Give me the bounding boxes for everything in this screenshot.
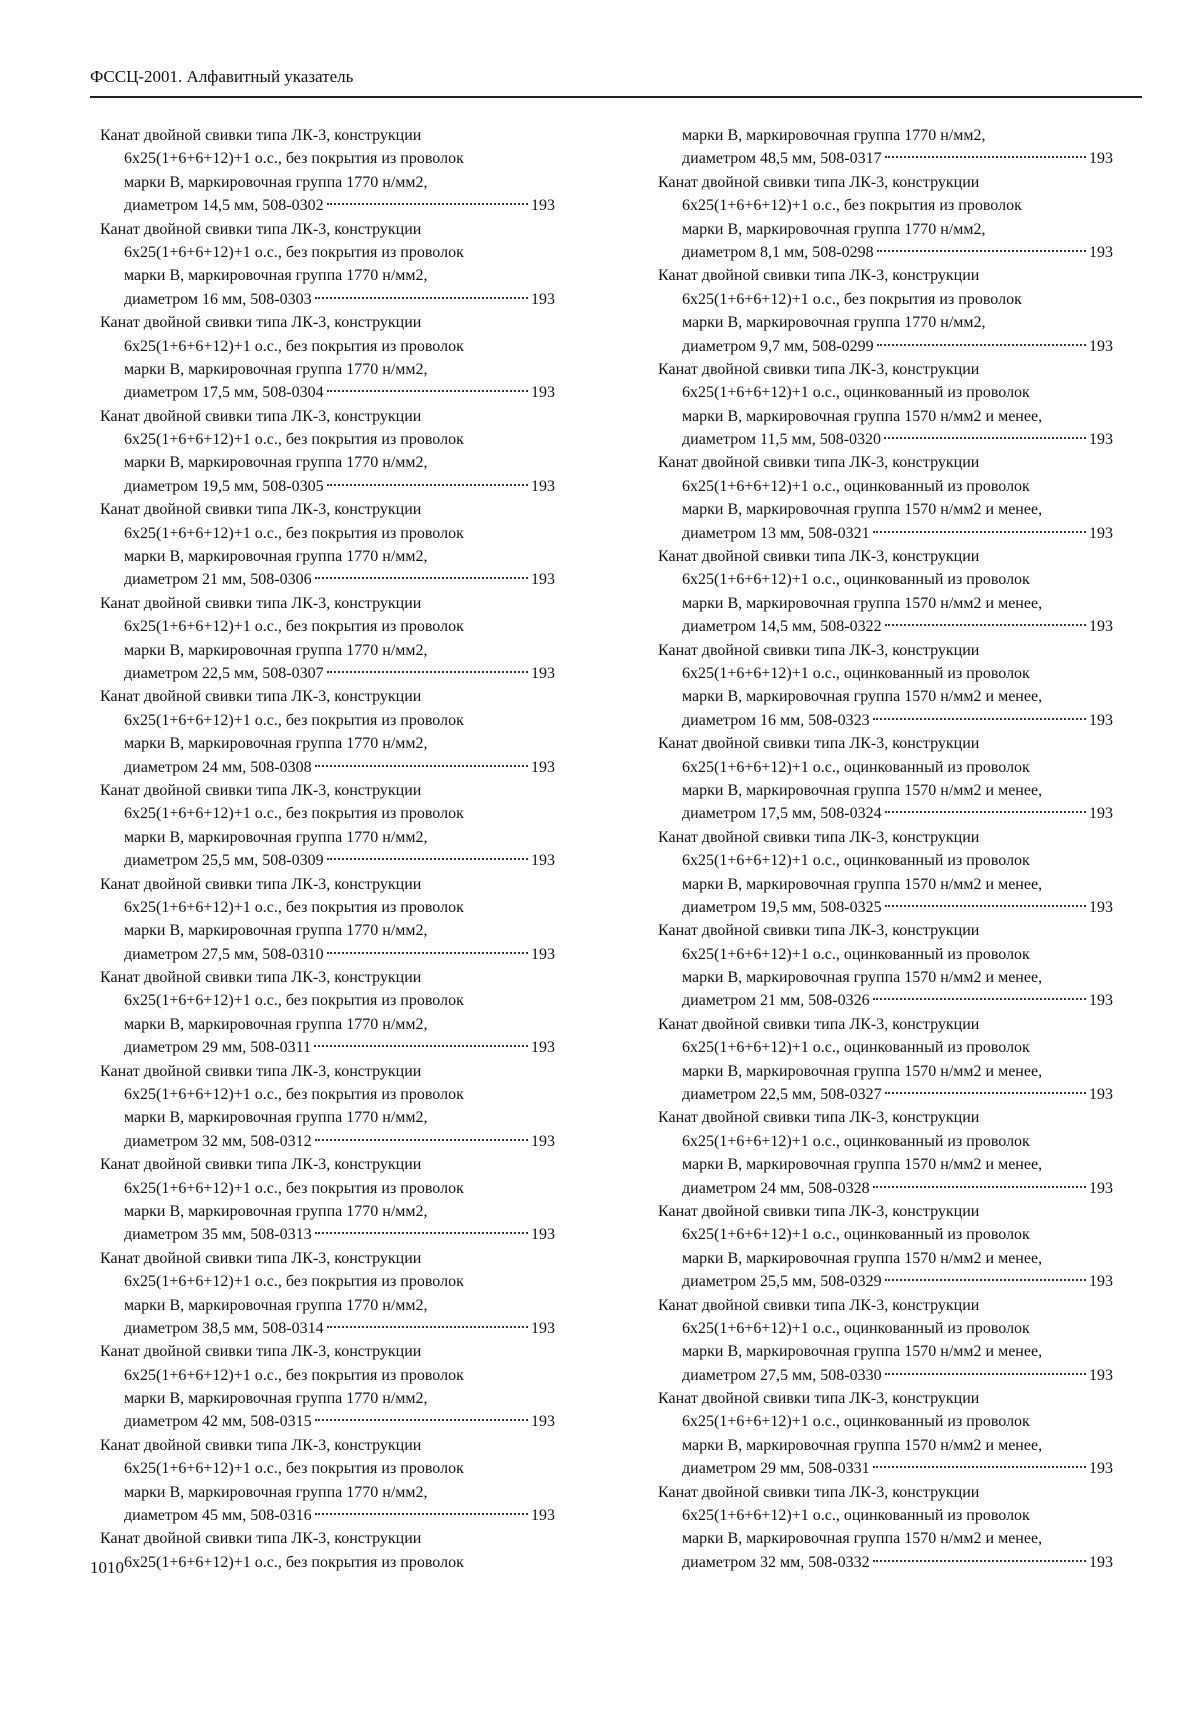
entry-page-ref: 193 <box>1089 431 1113 449</box>
entry-page-ref: 193 <box>531 1413 555 1431</box>
entry-last-line <box>100 849 555 872</box>
entry-last-line <box>658 428 1113 451</box>
entry-diameter-code: диаметром 38,5 мм, 508-0314 <box>124 1319 324 1337</box>
entry-line: Канат двойной свивки типа ЛК-3, конструкции <box>658 173 980 191</box>
entry-line: Канат двойной свивки типа ЛК-3, конструкции <box>658 641 980 659</box>
entry-line: марки В, маркировочная группа 1770 н/мм2, <box>682 220 986 238</box>
entry-line: Канат двойной свивки типа ЛК-3, конструкции <box>658 1109 980 1127</box>
entry-line: Канат двойной свивки типа ЛК-3, конструкции <box>100 220 422 238</box>
entry-diameter-code: диаметром 19,5 мм, 508-0305 <box>124 477 324 495</box>
entry-diameter-code: диаметром 14,5 мм, 508-0322 <box>682 618 882 636</box>
entry-line: марки В, маркировочная группа 1770 н/мм2, <box>124 1202 428 1220</box>
entry-line: марки В, маркировочная группа 1770 н/мм2, <box>682 314 986 332</box>
entry-last-line <box>658 1551 1113 1574</box>
entry-page-ref: 193 <box>1089 618 1113 636</box>
entry-line: Канат двойной свивки типа ЛК-3, конструкции <box>100 1343 422 1361</box>
entry-diameter-code: диаметром 14,5 мм, 508-0302 <box>124 197 324 215</box>
index-entry <box>658 1387 1113 1481</box>
entry-page-ref: 193 <box>531 1507 555 1525</box>
entry-page-ref: 193 <box>531 1039 555 1057</box>
dot-leader <box>315 1232 528 1234</box>
entry-line: марки В, маркировочная группа 1770 н/мм2, <box>124 1109 428 1127</box>
entry-diameter-code: диаметром 27,5 мм, 508-0310 <box>124 945 324 963</box>
entry-last-line <box>100 194 555 217</box>
dot-leader <box>873 1186 1086 1188</box>
entry-page-ref: 193 <box>1089 1179 1113 1197</box>
dot-leader <box>877 344 1086 346</box>
entry-page-ref: 193 <box>531 477 555 495</box>
index-entry <box>100 218 555 312</box>
entry-line: Канат двойной свивки типа ЛК-3, конструкции <box>658 828 980 846</box>
entry-diameter-code: диаметром 17,5 мм, 508-0304 <box>124 384 324 402</box>
entry-diameter-code: диаметром 29 мм, 508-0311 <box>124 1039 312 1057</box>
entry-diameter-code: диаметром 16 мм, 508-0303 <box>124 290 312 308</box>
entry-last-line <box>658 989 1113 1012</box>
entry-line: 6х25(1+6+6+12)+1 о.с., оцинкованный из проволок <box>682 664 1030 682</box>
entry-page-ref: 193 <box>531 945 555 963</box>
entry-line: Канат двойной свивки типа ЛК-3, конструкции <box>100 969 422 987</box>
dot-leader <box>873 718 1086 720</box>
entry-line: 6х25(1+6+6+12)+1 о.с., без покрытия из проволок <box>124 618 464 636</box>
entry-line: 6х25(1+6+6+12)+1 о.с., оцинкованный из проволок <box>682 1226 1030 1244</box>
entry-line: 6х25(1+6+6+12)+1 о.с., оцинкованный из проволок <box>682 1413 1030 1431</box>
entry-line: 6х25(1+6+6+12)+1 о.с., без покрытия из проволок <box>124 1086 464 1104</box>
entry-line: марки В, маркировочная группа 1570 н/мм2 и менее, <box>682 501 1043 519</box>
dot-leader <box>885 1373 1086 1375</box>
index-entry <box>100 685 555 779</box>
index-entry <box>658 1294 1113 1388</box>
entry-diameter-code: диаметром 21 мм, 508-0306 <box>124 571 312 589</box>
index-entry <box>658 1200 1113 1294</box>
entry-last-line <box>658 335 1113 358</box>
entry-line: марки В, маркировочная группа 1570 н/мм2 и менее, <box>682 969 1043 987</box>
entry-line: Канат двойной свивки типа ЛК-3, конструкции <box>100 1156 422 1174</box>
index-entry <box>658 264 1113 358</box>
entry-diameter-code: диаметром 42 мм, 508-0315 <box>124 1413 312 1431</box>
entry-line: марки В, маркировочная группа 1570 н/мм2 и менее, <box>682 1530 1043 1548</box>
entry-diameter-code: диаметром 48,5 мм, 508-0317 <box>682 150 882 168</box>
entry-last-line <box>100 943 555 966</box>
entry-page-ref: 193 <box>531 1319 555 1337</box>
entry-line: марки В, маркировочная группа 1570 н/мм2 и менее, <box>682 594 1043 612</box>
entry-last-line <box>100 1036 555 1059</box>
entry-line: Канат двойной свивки типа ЛК-3, конструкции <box>658 454 980 472</box>
entry-diameter-code: диаметром 35 мм, 508-0313 <box>124 1226 312 1244</box>
entry-line: 6х25(1+6+6+12)+1 о.с., оцинкованный из проволок <box>682 1507 1030 1525</box>
entry-line: марки В, маркировочная группа 1770 н/мм2, <box>124 454 428 472</box>
entry-line: 6х25(1+6+6+12)+1 о.с., без покрытия из проволок <box>682 197 1022 215</box>
entry-diameter-code: диаметром 25,5 мм, 508-0309 <box>124 852 324 870</box>
entry-line: Канат двойной свивки типа ЛК-3, конструкции <box>658 1390 980 1408</box>
dot-leader <box>327 484 528 486</box>
index-entry <box>658 732 1113 826</box>
entry-line: Канат двойной свивки типа ЛК-3, конструкции <box>100 781 422 799</box>
entry-diameter-code: диаметром 9,7 мм, 508-0299 <box>682 337 874 355</box>
entry-last-line <box>100 1317 555 1340</box>
dot-leader <box>315 577 528 579</box>
entry-diameter-code: диаметром 32 мм, 508-0332 <box>682 1553 870 1571</box>
entry-line: Канат двойной свивки типа ЛК-3, конструкции <box>100 1530 422 1548</box>
index-entry <box>658 451 1113 545</box>
entry-page-ref: 193 <box>531 852 555 870</box>
entry-page-ref: 193 <box>1089 337 1113 355</box>
dot-leader <box>327 390 528 392</box>
entry-line: Канат двойной свивки типа ЛК-3, конструкции <box>658 922 980 940</box>
index-entry <box>100 1247 555 1341</box>
entry-line: 6х25(1+6+6+12)+1 о.с., без покрытия из проволок <box>124 1179 464 1197</box>
dot-leader <box>885 905 1086 907</box>
left-column <box>100 124 555 1574</box>
entry-page-ref: 193 <box>531 290 555 308</box>
index-entry <box>658 171 1113 265</box>
dot-leader <box>885 1279 1086 1281</box>
entry-last-line <box>100 1130 555 1153</box>
entry-line: Канат двойной свивки типа ЛК-3, конструкции <box>658 360 980 378</box>
entry-line: Канат двойной свивки типа ЛК-3, конструкции <box>658 735 980 753</box>
entry-diameter-code: диаметром 13 мм, 508-0321 <box>682 524 870 542</box>
entry-last-line <box>658 615 1113 638</box>
entry-last-line <box>100 568 555 591</box>
entry-line: 6х25(1+6+6+12)+1 о.с., оцинкованный из проволок <box>682 1132 1030 1150</box>
entry-last-line <box>658 709 1113 732</box>
index-entry <box>658 919 1113 1013</box>
index-entry <box>100 779 555 873</box>
entry-line: марки В, маркировочная группа 1770 н/мм2, <box>124 267 428 285</box>
entry-line: Канат двойной свивки типа ЛК-3, конструкции <box>100 501 422 519</box>
entry-line: 6х25(1+6+6+12)+1 о.с., оцинкованный из проволок <box>682 384 1030 402</box>
dot-leader <box>885 811 1086 813</box>
index-entry <box>658 826 1113 920</box>
entry-page-ref: 193 <box>531 1226 555 1244</box>
index-entry <box>100 592 555 686</box>
dot-leader <box>315 1513 528 1515</box>
entry-line: марки В, маркировочная группа 1770 н/мм2, <box>124 1483 428 1501</box>
entry-page-ref: 193 <box>531 758 555 776</box>
entry-line: марки В, маркировочная группа 1770 н/мм2, <box>124 828 428 846</box>
index-entry <box>658 1481 1113 1575</box>
index-entry <box>100 498 555 592</box>
dot-leader <box>327 858 528 860</box>
dot-leader <box>315 765 528 767</box>
entry-line: 6х25(1+6+6+12)+1 о.с., без покрытия из проволок <box>682 290 1022 308</box>
entry-diameter-code: диаметром 22,5 мм, 508-0327 <box>682 1086 882 1104</box>
entry-line: 6х25(1+6+6+12)+1 о.с., оцинкованный из проволок <box>682 758 1030 776</box>
index-entry <box>100 1340 555 1434</box>
entry-page-ref: 193 <box>1089 524 1113 542</box>
index-entry <box>100 1153 555 1247</box>
index-entry <box>100 124 555 218</box>
entry-line: марки В, маркировочная группа 1770 н/мм2, <box>682 127 986 144</box>
entry-line: Канат двойной свивки типа ЛК-3, конструкции <box>658 1296 980 1314</box>
entry-line: Канат двойной свивки типа ЛК-3, конструкции <box>658 1483 980 1501</box>
entry-line: 6х25(1+6+6+12)+1 о.с., без покрытия из проволок <box>124 992 464 1010</box>
entry-last-line <box>658 1364 1113 1387</box>
dot-leader <box>885 624 1086 626</box>
entry-line: Канат двойной свивки типа ЛК-3, конструкции <box>100 594 422 612</box>
dot-leader <box>327 1326 528 1328</box>
dot-leader <box>884 437 1086 439</box>
entry-last-line <box>658 1083 1113 1106</box>
entry-page-ref: 193 <box>531 384 555 402</box>
entry-line: 6х25(1+6+6+12)+1 о.с., оцинкованный из проволок <box>682 571 1030 589</box>
index-entry <box>658 639 1113 733</box>
entry-line: 6х25(1+6+6+12)+1 о.с., без покрытия из проволок <box>124 524 464 542</box>
right-column <box>658 124 1113 1574</box>
entry-page-ref: 193 <box>531 1132 555 1150</box>
entry-last-line <box>658 147 1113 170</box>
entry-line: 6х25(1+6+6+12)+1 о.с., без покрытия из проволок <box>124 711 464 729</box>
index-entry <box>100 873 555 967</box>
entry-line: марки В, маркировочная группа 1770 н/мм2, <box>124 1296 428 1314</box>
entry-last-line <box>658 1270 1113 1293</box>
entry-line: 6х25(1+6+6+12)+1 о.с., оцинкованный из проволок <box>682 852 1030 870</box>
entry-line: марки В, маркировочная группа 1770 н/мм2, <box>124 641 428 659</box>
entry-last-line <box>658 896 1113 919</box>
entry-line: Канат двойной свивки типа ЛК-3, конструкции <box>100 875 422 893</box>
entry-line: 6х25(1+6+6+12)+1 о.с., без покрытия из проволок <box>124 1273 464 1291</box>
index-entry <box>100 1060 555 1154</box>
index-entry <box>100 966 555 1060</box>
dot-leader <box>873 1560 1086 1562</box>
entry-page-ref: 193 <box>1089 1460 1113 1478</box>
dot-leader <box>873 531 1086 533</box>
entry-diameter-code: диаметром 29 мм, 508-0331 <box>682 1460 870 1478</box>
entry-line: 6х25(1+6+6+12)+1 о.с., оцинкованный из проволок <box>682 1039 1030 1057</box>
entry-diameter-code: диаметром 45 мм, 508-0316 <box>124 1507 312 1525</box>
entry-page-ref: 193 <box>1089 1273 1113 1291</box>
entry-line: Канат двойной свивки типа ЛК-3, конструкции <box>658 548 980 566</box>
index-entry <box>658 1106 1113 1200</box>
entry-page-ref: 193 <box>1089 150 1113 168</box>
entry-page-ref: 193 <box>1089 805 1113 823</box>
entry-diameter-code: диаметром 24 мм, 508-0308 <box>124 758 312 776</box>
entry-last-line <box>658 522 1113 545</box>
dot-leader <box>315 1139 528 1141</box>
entry-line: 6х25(1+6+6+12)+1 о.с., без покрытия из проволок <box>124 431 464 449</box>
entry-page-ref: 193 <box>1089 992 1113 1010</box>
entry-diameter-code: диаметром 8,1 мм, 508-0298 <box>682 243 874 261</box>
dot-leader <box>327 671 528 673</box>
entry-line: Канат двойной свивки типа ЛК-3, конструкции <box>100 1436 422 1454</box>
dot-leader <box>885 1092 1086 1094</box>
entry-line: Канат двойной свивки типа ЛК-3, конструкции <box>658 1015 980 1033</box>
entry-last-line <box>100 756 555 779</box>
index-entry <box>658 1013 1113 1107</box>
index-entry <box>100 1434 555 1528</box>
entry-line: марки В, маркировочная группа 1570 н/мм2 и менее, <box>682 1436 1043 1454</box>
index-entry <box>658 124 1113 171</box>
entry-diameter-code: диаметром 24 мм, 508-0328 <box>682 1179 870 1197</box>
dot-leader <box>885 156 1086 158</box>
dot-leader <box>315 1419 528 1421</box>
dot-leader <box>873 1466 1086 1468</box>
entry-line: марки В, маркировочная группа 1570 н/мм2 и менее, <box>682 875 1043 893</box>
entry-line: марки В, маркировочная группа 1570 н/мм2 и менее, <box>682 407 1043 425</box>
entry-last-line <box>658 1457 1113 1480</box>
entry-last-line <box>100 662 555 685</box>
entry-last-line <box>100 1410 555 1433</box>
dot-leader <box>327 952 528 954</box>
entry-page-ref: 193 <box>1089 1553 1113 1571</box>
entry-page-ref: 193 <box>1089 711 1113 729</box>
entry-last-line <box>100 288 555 311</box>
entry-last-line <box>658 802 1113 825</box>
entry-diameter-code: диаметром 22,5 мм, 508-0307 <box>124 664 324 682</box>
dot-leader <box>877 250 1086 252</box>
entry-line: 6х25(1+6+6+12)+1 о.с., оцинкованный из проволок <box>682 477 1030 495</box>
entry-line: марки В, маркировочная группа 1770 н/мм2, <box>124 173 428 191</box>
page-header-title: ФССЦ-2001. Алфавитный указатель <box>90 67 354 86</box>
entry-line: марки В, маркировочная группа 1570 н/мм2 и менее, <box>682 781 1043 799</box>
entry-page-ref: 193 <box>531 571 555 589</box>
entry-line: марки В, маркировочная группа 1570 н/мм2 и менее, <box>682 1343 1043 1361</box>
entry-line: марки В, маркировочная группа 1770 н/мм2, <box>124 1390 428 1408</box>
index-entry <box>658 358 1113 452</box>
dot-leader <box>873 998 1086 1000</box>
entry-line: марки В, маркировочная группа 1570 н/мм2 и менее, <box>682 688 1043 706</box>
entry-line: 6х25(1+6+6+12)+1 о.с., без покрытия из проволок <box>124 898 464 916</box>
entry-line: Канат двойной свивки типа ЛК-3, конструкции <box>100 1062 422 1080</box>
entry-page-ref: 193 <box>531 664 555 682</box>
entry-line: 6х25(1+6+6+12)+1 о.с., без покрытия из проволок <box>124 1366 464 1384</box>
entry-line: Канат двойной свивки типа ЛК-3, конструкции <box>100 127 422 144</box>
entry-line: 6х25(1+6+6+12)+1 о.с., без покрытия из проволок <box>124 243 464 261</box>
entry-line: Канат двойной свивки типа ЛК-3, конструкции <box>100 688 422 706</box>
entry-page-ref: 193 <box>1089 243 1113 261</box>
entry-last-line <box>658 241 1113 264</box>
entry-page-ref: 193 <box>1089 1086 1113 1104</box>
entry-diameter-code: диаметром 17,5 мм, 508-0324 <box>682 805 882 823</box>
entry-line: Канат двойной свивки типа ЛК-3, конструкции <box>100 314 422 332</box>
entry-line: марки В, маркировочная группа 1570 н/мм2 и менее, <box>682 1062 1043 1080</box>
dot-leader <box>314 1045 528 1047</box>
dot-leader <box>315 297 528 299</box>
index-entry <box>100 311 555 405</box>
index-entry <box>100 405 555 499</box>
entry-last-line <box>658 1177 1113 1200</box>
entry-line: 6х25(1+6+6+12)+1 о.с., оцинкованный из проволок <box>682 1319 1030 1337</box>
entry-line: 6х25(1+6+6+12)+1 о.с., оцинкованный из проволок <box>682 945 1030 963</box>
entry-line: 6х25(1+6+6+12)+1 о.с., без покрытия из проволок <box>124 1553 464 1571</box>
entry-page-ref: 193 <box>1089 1366 1113 1384</box>
entry-diameter-code: диаметром 27,5 мм, 508-0330 <box>682 1366 882 1384</box>
entry-last-line <box>100 475 555 498</box>
entry-line: 6х25(1+6+6+12)+1 о.с., без покрытия из проволок <box>124 805 464 823</box>
entry-line: марки В, маркировочная группа 1770 н/мм2, <box>124 548 428 566</box>
entry-page-ref: 193 <box>531 197 555 215</box>
entry-line: марки В, маркировочная группа 1770 н/мм2, <box>124 360 428 378</box>
entry-line: Канат двойной свивки типа ЛК-3, конструкции <box>658 1202 980 1220</box>
index-entry <box>658 545 1113 639</box>
entry-last-line <box>100 1504 555 1527</box>
entry-line: Канат двойной свивки типа ЛК-3, конструкции <box>100 1249 422 1267</box>
entry-diameter-code: диаметром 21 мм, 508-0326 <box>682 992 870 1010</box>
entry-line: 6х25(1+6+6+12)+1 о.с., без покрытия из проволок <box>124 337 464 355</box>
entry-diameter-code: диаметром 25,5 мм, 508-0329 <box>682 1273 882 1291</box>
entry-line: Канат двойной свивки типа ЛК-3, конструкции <box>658 267 980 285</box>
entry-line: марки В, маркировочная группа 1570 н/мм2 и менее, <box>682 1156 1043 1174</box>
dot-leader <box>327 203 528 205</box>
entry-diameter-code: диаметром 16 мм, 508-0323 <box>682 711 870 729</box>
entry-last-line <box>100 1223 555 1246</box>
entry-line: марки В, маркировочная группа 1570 н/мм2 и менее, <box>682 1249 1043 1267</box>
entry-line: 6х25(1+6+6+12)+1 о.с., без покрытия из проволок <box>124 150 464 168</box>
entry-line: марки В, маркировочная группа 1770 н/мм2, <box>124 1015 428 1033</box>
entry-line: Канат двойной свивки типа ЛК-3, конструкции <box>100 407 422 425</box>
header-rule <box>90 96 1142 98</box>
entry-page-ref: 193 <box>1089 898 1113 916</box>
entry-diameter-code: диаметром 19,5 мм, 508-0325 <box>682 898 882 916</box>
entry-last-line <box>100 381 555 404</box>
entry-line: марки В, маркировочная группа 1770 н/мм2, <box>124 922 428 940</box>
page-number: 1010 <box>90 1558 124 1577</box>
entry-line: 6х25(1+6+6+12)+1 о.с., без покрытия из проволок <box>124 1460 464 1478</box>
entry-diameter-code: диаметром 11,5 мм, 508-0320 <box>682 431 882 449</box>
entry-diameter-code: диаметром 32 мм, 508-0312 <box>124 1132 312 1150</box>
entry-line: марки В, маркировочная группа 1770 н/мм2, <box>124 735 428 753</box>
